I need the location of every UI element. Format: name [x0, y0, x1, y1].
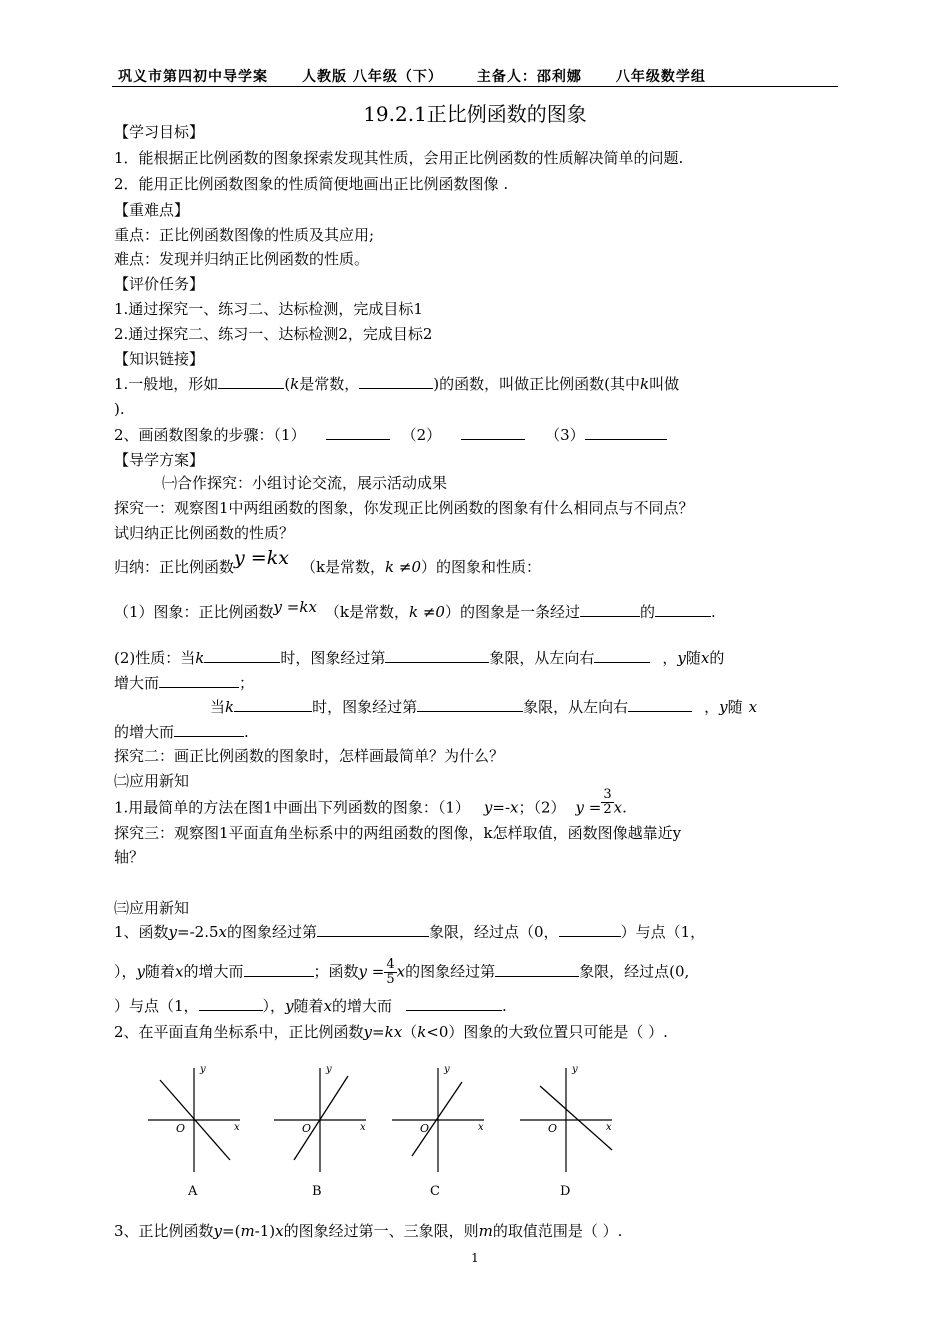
difficult-point: 难点：发现并归纳正比例函数的性质。 — [114, 250, 370, 268]
link-item-1-end: ). — [114, 400, 125, 418]
header-edition: 人教版 八年级（下） — [302, 69, 443, 85]
page-number: 1 — [471, 1251, 479, 1265]
coop-inquiry: ㈠合作探究：小组讨论交流，展示活动成果 — [162, 474, 448, 492]
blank[interactable] — [359, 374, 433, 389]
graph-label-c: C — [430, 1184, 440, 1199]
x-axis-label: x — [360, 1122, 366, 1133]
origin-label: O — [548, 1122, 558, 1135]
eval-1: 1.通过探究一、练习二、达标检测，完成目标1 — [114, 300, 423, 318]
blank[interactable] — [199, 996, 263, 1011]
x-axis-label: x — [478, 1122, 484, 1133]
apply-heading-3: ㈢应用新知 — [114, 899, 190, 917]
blank[interactable] — [594, 648, 650, 663]
property-image: （1）图象：正比例函数y =kx （k是常数，k ≠0）的图象是一条经过 的 . — [114, 598, 716, 621]
header-school: 巩义市第四初中导学案 — [118, 69, 268, 85]
blank[interactable] — [495, 962, 579, 977]
blank[interactable] — [234, 697, 312, 712]
fraction: $\frac{3}{2}$ — [603, 787, 612, 817]
graph-option-a[interactable] — [144, 1060, 244, 1178]
goal-1: 1．能根据正比例函数的图象探索发现其性质，会用正比例函数的性质解决简单的问题. — [114, 149, 684, 167]
graph-option-d[interactable] — [516, 1060, 616, 1178]
blank[interactable] — [580, 602, 640, 617]
property-k-negative: 当k 时，图象经过第 象限，从左向右 ，y随 x — [210, 698, 758, 716]
blank[interactable] — [218, 374, 284, 389]
graph-option-b[interactable] — [270, 1060, 370, 1178]
plan-heading: 【导学方案】 — [114, 451, 205, 469]
exercise-1-line-3: ）与点（1， ），y随着x的增大而 . — [114, 997, 507, 1015]
explore-1b: 试归纳正比例函数的性质？ — [114, 524, 295, 542]
fraction: $\frac{4}{5}$ — [386, 957, 395, 987]
blank[interactable] — [244, 962, 314, 977]
blank[interactable] — [417, 697, 523, 712]
y-axis-label: y — [444, 1064, 450, 1075]
graph-label-a: A — [188, 1184, 198, 1199]
goal-2: 2．能用正比例函数图象的性质简便地画出正比例函数图像 . — [114, 175, 509, 193]
x-axis-label: x — [234, 1122, 240, 1133]
exercise-2: 2、在平面直角坐标系中，正比例函数y=kx（k<0）图象的大致位置只可能是（ ）. — [114, 1023, 668, 1041]
blank[interactable] — [406, 996, 502, 1011]
blank[interactable] — [655, 602, 711, 617]
blank[interactable] — [159, 673, 239, 688]
link-item-2: 2、画函数图象的步骤：（1） （2） （3） — [114, 425, 667, 445]
header-rule — [112, 86, 838, 87]
header-author: 主备人：邵利娜 — [476, 69, 582, 85]
property-k-positive-2: 增大而 ； — [114, 674, 255, 692]
y-axis-label: y — [326, 1064, 332, 1075]
graph-label-b: B — [312, 1184, 322, 1199]
goals-heading: 【学习目标】 — [114, 123, 205, 141]
blank[interactable] — [174, 722, 244, 737]
origin-label: O — [176, 1122, 186, 1135]
eval-heading: 【评价任务】 — [114, 275, 205, 293]
explore-3b: 轴？ — [114, 848, 145, 866]
blank[interactable] — [385, 648, 489, 663]
explore-1a: 探究一：观察图1中两组函数的图象，你发现正比例函数的图象有什么相同点与不同点？ — [114, 499, 694, 517]
header-group: 八年级数学组 — [615, 69, 706, 85]
exercise-1-line-1: 1、函数y=-2.5x的图象经过第 象限，经过点（0， ）与点（1， — [114, 923, 706, 941]
blank[interactable] — [585, 425, 667, 440]
link-heading: 【知识链接】 — [114, 350, 205, 368]
origin-label: O — [302, 1122, 312, 1135]
key-heading: 【重难点】 — [114, 201, 190, 219]
graph-option-c[interactable] — [388, 1060, 488, 1178]
blank[interactable] — [461, 425, 525, 440]
explore-2: 探究二：画正比例函数的图象时，怎样画最简单？为什么？ — [114, 747, 505, 765]
question-draw: 1.用最简单的方法在图1中画出下列函数的图象：（1） y=-x；（2） y = $\frac{3}{2}$ x. — [114, 787, 627, 817]
blank[interactable] — [326, 425, 390, 440]
blank[interactable] — [628, 697, 692, 712]
exercise-3: 3、正比例函数y=(m-1)x的图象经过第一、三象限，则m的取值范围是（ ）. — [114, 1222, 623, 1240]
property-k-negative-2: 的增大而 . — [114, 723, 249, 741]
y-axis-label: y — [572, 1064, 578, 1075]
exercise-1-line-2: ），y随着x的增大而 ；函数y = $\frac{4}{5}$ x的图象经过第 象限，经过点(0, — [114, 957, 690, 987]
apply-heading-2: ㈡应用新知 — [114, 772, 190, 790]
page-header — [118, 66, 740, 86]
blank[interactable] — [317, 922, 429, 937]
blank[interactable] — [559, 922, 621, 937]
link-item-1: 1.一般地，形如 (k是常数， )的函数，叫做正比例函数(其中k叫做 — [114, 375, 680, 393]
y-axis-label: y — [200, 1064, 206, 1075]
origin-label: O — [420, 1122, 430, 1135]
property-k-positive: (2)性质：当k 时，图象经过第 象限，从左向右 ，y随x的 — [114, 649, 725, 667]
blank[interactable] — [204, 648, 280, 663]
explore-3a: 探究三：观察图1平面直角坐标系中的两组函数的图像，k怎样取值，函数图像越靠近y — [114, 824, 682, 842]
eval-2: 2.通过探究二、练习一、达标检测2，完成目标2 — [114, 325, 433, 343]
graph-label-d: D — [560, 1184, 571, 1199]
key-point: 重点：正比例函数图像的性质及其应用; — [114, 226, 375, 244]
page-title: 19.2.1正比例函数的图象 — [363, 102, 587, 126]
summary-line: 归纳：正比例函数y =kx （k是常数，k ≠0）的图象和性质： — [114, 547, 542, 576]
x-axis-label: x — [606, 1122, 612, 1133]
